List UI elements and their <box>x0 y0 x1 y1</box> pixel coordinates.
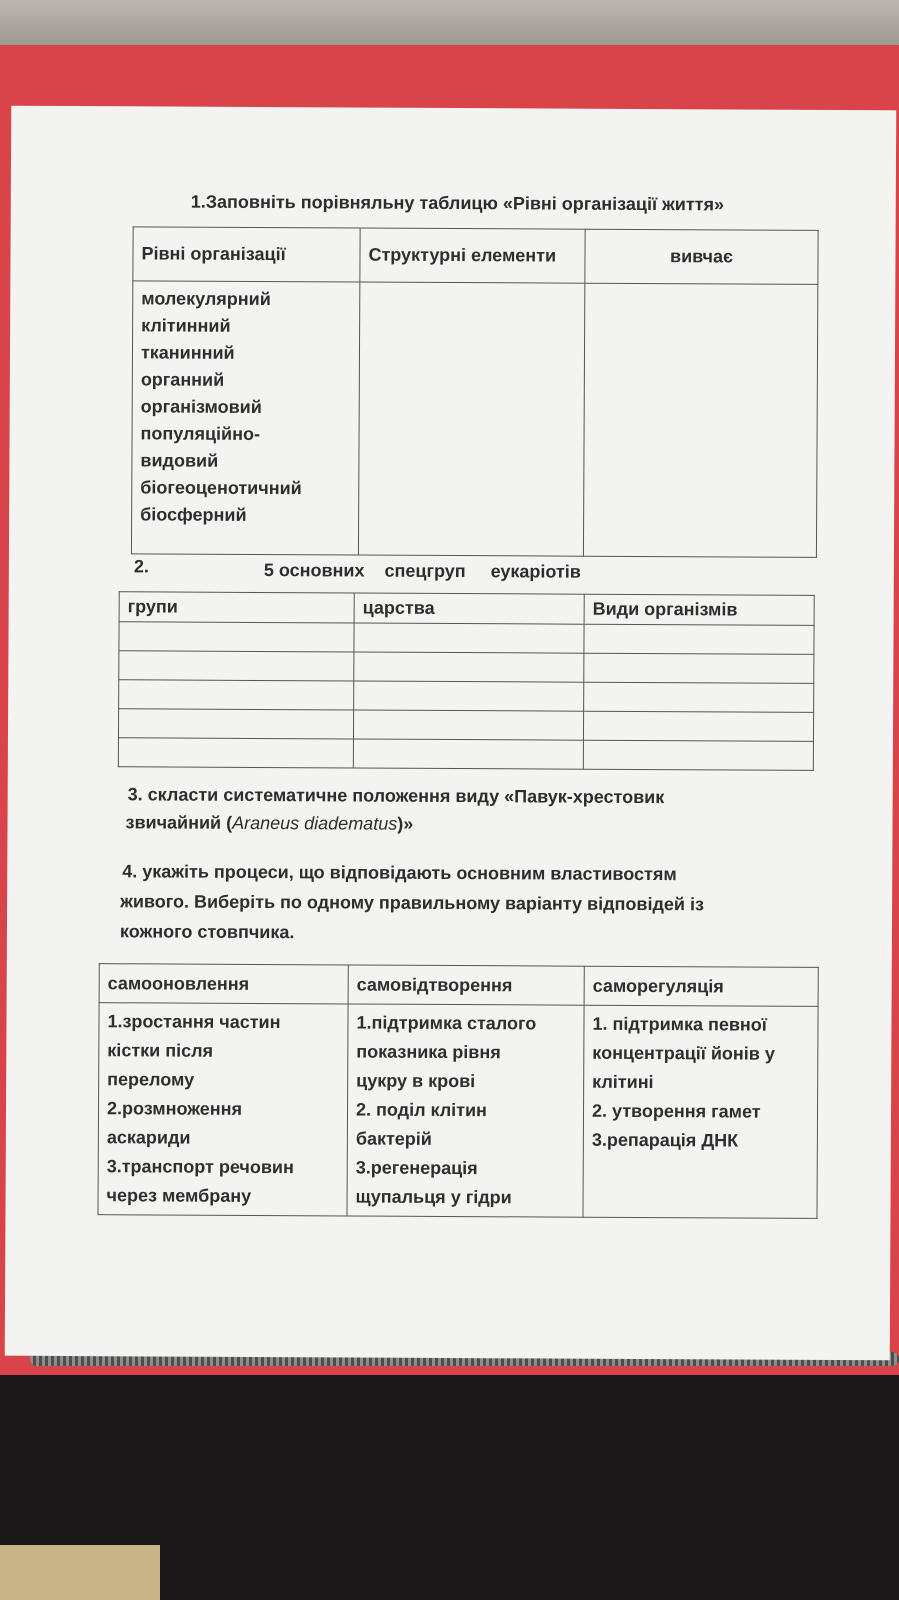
eukaryote-groups-table <box>118 591 815 771</box>
task2-title: 5 основних спецгруп еукаріотів <box>263 560 581 582</box>
empty-cell[interactable] <box>354 652 584 682</box>
groups-header: групи <box>119 592 354 623</box>
empty-cell[interactable] <box>583 740 813 770</box>
option-line: кістки після <box>107 1040 214 1061</box>
option-line: бактерій <box>355 1128 432 1149</box>
table-row <box>119 680 814 713</box>
kingdoms-header: царства <box>354 593 584 624</box>
task4-line2: живого. Виберіть по одному правильному варіанту відповідей із <box>120 891 705 915</box>
task3-line2 <box>125 812 413 835</box>
latin-species-name: Araneus diadematus <box>232 812 398 834</box>
level-item: клітинний <box>141 315 231 336</box>
worksheet-page <box>5 106 897 1361</box>
level-item: органний <box>140 369 225 390</box>
level-item: молекулярний <box>141 288 271 310</box>
empty-cell[interactable] <box>118 738 353 768</box>
empty-cell[interactable] <box>584 624 814 654</box>
empty-cell[interactable] <box>584 682 814 712</box>
option-line: 3.репарація ДНК <box>591 1129 739 1151</box>
levels-header-2: Структурні елементи <box>360 228 585 283</box>
option-line: 3.транспорт речовин <box>106 1156 294 1178</box>
task1-title: 1.Заповніть порівняльну таблицю «Рівні організації життя» <box>190 191 725 215</box>
table-row <box>119 622 814 655</box>
empty-cell[interactable] <box>354 623 584 653</box>
task2-number: 2. <box>133 556 149 577</box>
option-line: 3.регенерація <box>355 1157 478 1179</box>
option-line: концентрації йонів у <box>592 1042 775 1064</box>
option-line: щупальця у гідри <box>355 1186 512 1208</box>
self-reproduction-header: самовідтворення <box>348 965 584 1005</box>
table-row <box>119 651 814 684</box>
option-line: клітині <box>592 1071 654 1093</box>
species-header: Види організмів <box>584 594 814 625</box>
empty-cell[interactable] <box>353 710 583 740</box>
empty-cell[interactable] <box>583 711 813 741</box>
empty-cell[interactable] <box>354 681 584 711</box>
table-row <box>118 709 813 742</box>
empty-cell[interactable] <box>118 709 353 739</box>
levels-table <box>131 226 819 558</box>
level-item: організмовий <box>140 396 262 418</box>
option-line: 2. утворення гамет <box>591 1100 761 1122</box>
option-line: 1. підтримка певної <box>592 1013 767 1035</box>
structural-elements-cell[interactable] <box>358 282 584 556</box>
self-regulation-header: саморегуляція <box>584 966 818 1006</box>
life-properties-table <box>97 963 818 1219</box>
self-reproduction-options <box>347 1004 584 1217</box>
task4-line3: кожного стовпчика. <box>119 921 295 943</box>
empty-cell[interactable] <box>584 653 814 683</box>
empty-cell[interactable] <box>353 739 583 769</box>
level-item: біогеоценотичний <box>140 477 302 499</box>
option-line: через мембрану <box>106 1185 252 1206</box>
level-item: популяційно- <box>140 423 261 444</box>
studies-cell[interactable] <box>583 283 817 557</box>
option-line: 2.розмноження <box>106 1098 243 1119</box>
task3-line2-end: )» <box>397 813 414 834</box>
level-item: видовий <box>140 450 219 471</box>
option-line: перелому <box>107 1069 195 1090</box>
task4-line1: 4. укажіть процеси, що відповідають основним властивостям <box>122 861 677 885</box>
option-line: аскариди <box>106 1127 191 1148</box>
self-regulation-options <box>583 1005 818 1218</box>
task3-line1: 3. скласти систематичне положення виду «Павук-хрестовик <box>127 784 665 808</box>
option-line: 1.підтримка сталого <box>356 1012 537 1034</box>
option-line: 1.зростання частин <box>107 1011 281 1033</box>
option-line: цукру в крові <box>356 1070 476 1092</box>
table-row <box>118 738 813 771</box>
level-item: тканинний <box>140 342 235 363</box>
empty-cell[interactable] <box>119 622 354 652</box>
empty-cell[interactable] <box>119 680 354 710</box>
empty-cell[interactable] <box>119 651 354 681</box>
level-item: біосферний <box>140 504 247 525</box>
levels-header-1: Рівні організації <box>133 227 360 282</box>
levels-list-cell <box>131 281 359 555</box>
task3-line2-start: звичайний ( <box>125 812 233 833</box>
self-renewal-options <box>98 1003 348 1216</box>
option-line: показника рівня <box>356 1041 501 1063</box>
levels-header-3: вивчає <box>585 229 818 284</box>
wood-block <box>0 1545 160 1600</box>
option-line: 2. поділ клітин <box>355 1099 487 1121</box>
self-renewal-header: самооновлення <box>99 964 348 1004</box>
